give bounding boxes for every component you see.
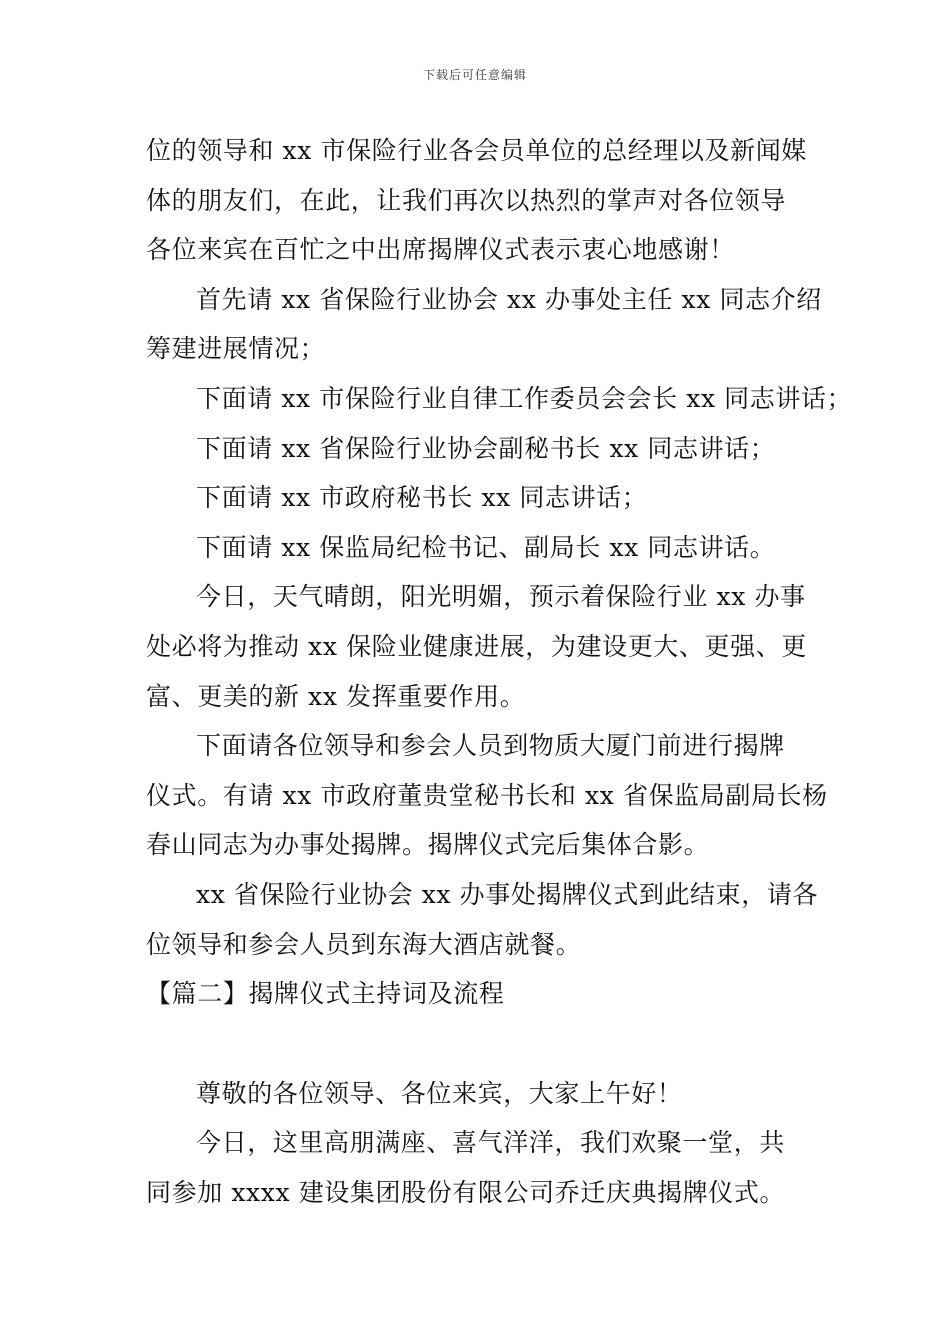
text-line: 仪式。有请 xx 市政府董贵堂秘书长和 xx 省保监局副局长杨 xyxy=(146,780,828,810)
text-line: 富、更美的新 xx 发挥重要作用。 xyxy=(146,681,526,711)
text-line: 位领导和参会人员到东海大酒店就餐。 xyxy=(146,929,582,959)
text-line: 体的朋友们，在此，让我们再次以热烈的掌声对各位领导 xyxy=(146,185,787,215)
text-line: 首先请 xx 省保险行业协会 xx 办事处主任 xx 同志介绍 xyxy=(196,284,822,314)
document-body xyxy=(146,126,853,1217)
text-line: 今日，这里高朋满座、喜气洋洋，我们欢聚一堂，共 xyxy=(196,1128,785,1158)
text-line: 下面请各位领导和参会人员到物质大厦门前进行揭牌 xyxy=(196,731,785,761)
text-line: 下面请 xx 保监局纪检书记、副局长 xx 同志讲话。 xyxy=(196,532,776,562)
text-line: 下面请 xx 省保险行业协会副秘书长 xx 同志讲话； xyxy=(196,433,776,463)
text-line: 春山同志为办事处揭牌。揭牌仪式完后集体合影。 xyxy=(146,830,710,860)
text-line: 下面请 xx 市保险行业自律工作委员会会长 xx 同志讲话； xyxy=(196,383,853,413)
text-line: 下面请 xx 市政府秘书长 xx 同志讲话； xyxy=(196,483,648,513)
text-line: 今日，天气晴朗，阳光明媚，预示着保险行业 xx 办事 xyxy=(196,582,806,612)
text-line: 同参加 xxxx 建设集团股份有限公司乔迁庆典揭牌仪式。 xyxy=(146,1177,786,1207)
text-line: 处必将为推动 xx 保险业健康进展，为建设更大、更强、更 xyxy=(146,631,807,661)
text-line: 筹建进展情况； xyxy=(146,334,326,364)
text-line: 尊敬的各位领导、各位来宾，大家上午好！ xyxy=(196,1078,683,1108)
text-line: 位的领导和 xx 市保险行业各会员单位的总经理以及新闻媒 xyxy=(146,136,807,165)
text-line: 各位来宾在百忙之中出席揭牌仪式表示衷心地感谢！ xyxy=(146,235,735,265)
blank-line xyxy=(146,1019,811,1069)
section-heading: 【篇二】揭牌仪式主持词及流程 xyxy=(146,979,505,1009)
text-line: xx 省保险行业协会 xx 办事处揭牌仪式到此结束，请各 xyxy=(196,879,819,909)
page-header: 下载后可任意编辑 xyxy=(422,68,527,82)
